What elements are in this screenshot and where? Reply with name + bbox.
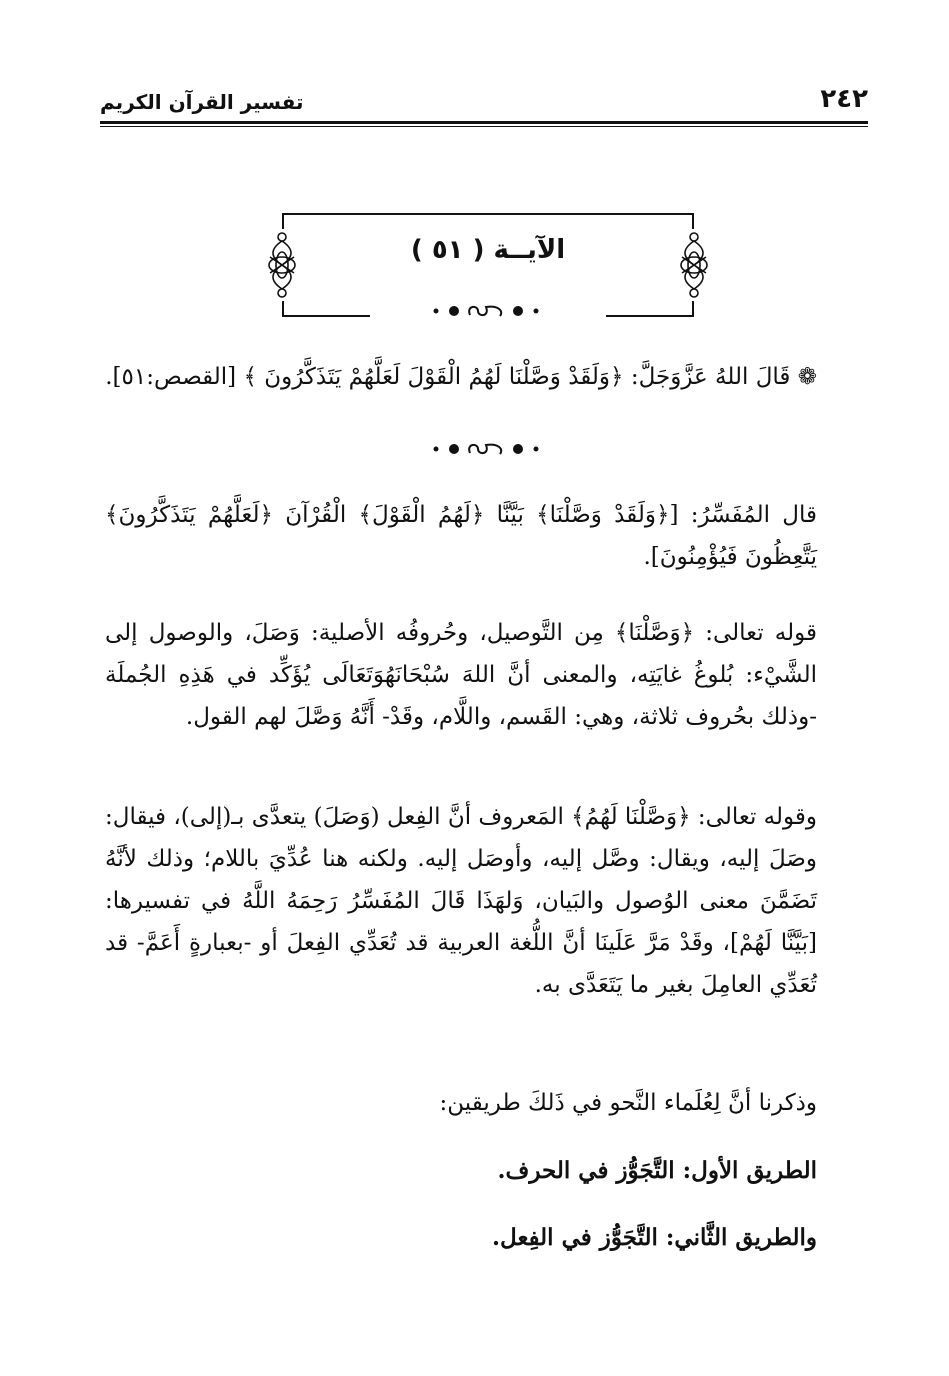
page-number: ٢٤٢ [820, 84, 868, 114]
method-line-second: والطريق الثَّاني: التَّجَوُّز في الفِعل. [492, 1224, 817, 1251]
quran-quote: ❁ قَالَ اللهُ عَزَّوَجَلَّ: ﴿وَلَقَدْ وَصَّلْنَا لَهُمُ الْقَوْلَ لَعَلَّهُمْ يَتَذَكَّرُونَ ﴾ [القصص:٥١]. [105, 364, 817, 390]
commentary-paragraph: قال المُفَسِّرُ: [﴿وَلَقَدْ وَصَّلْنَا﴾ بَيَّنَّا ﴿لَهُمُ الْقَوْلَ﴾ الْقُرْآنَ ﴿لَعَلَّهُمْ يَتَذَكَّرُونَ﴾ يَتَّعِظُونَ فَيُؤْمِنُونَ]. [105, 502, 817, 570]
frame-bottom-left-border [282, 315, 370, 317]
frame-left-top-border [282, 213, 284, 229]
running-header [100, 82, 868, 122]
text-line: وذكرنا أنَّ لِعُلَماء النَّحو في ذَلكَ طريقين: [439, 1090, 817, 1116]
frame-top-border [282, 213, 692, 215]
header-rule-thin [100, 126, 868, 127]
commentary-paragraph: قوله تعالى: ﴿وَصَّلْنَا﴾ مِن التَّوصيل، وحُروفُه الأصلية: وَصَلَ، والوصول إلى الشَّيْء: بُلوغُ غايَتِه، والمعنى أنَّ اللهَ سُبْحَانَهُوَتَعَالَى يُؤَكِّد في هَذِهِ الجُملَة -وذلك بحُروف ثلاثة، وهي: القَسم، واللَّام، وقَدْ- أَنَّهُ وَصَّلَ لهم القول. [105, 620, 817, 730]
dot-ornament-icon [406, 302, 566, 320]
dot-ornament-icon [406, 440, 566, 458]
verse-heading: الآيــة ( ٥١ ) [410, 235, 566, 265]
commentary-paragraph: وقوله تعالى: ﴿وَصَّلْنَا لَهُمُ﴾ المَعروف أنَّ الفِعل (وَصَلَ) يتعدَّى بـ(إلى)، فيقال: وصَلَ إليه، ويقال: وصَّل إليه، وأوصَل إليه. ولكنه هنا عُدِّيَ باللام؛ وذلك لأنَّهُ تَضَمَّنَ معنى الوُصول والبَيان، وَلهَذَا قَالَ المُفَسِّرُ رَحِمَهُ اللَّهُ في تفسيرها: [بَيَّنَّا لَهُمْ]، وقَدْ مَرَّ عَلَينَا أنَّ اللُّغة العربية قد تُعَدِّي الفِعلَ أو -بعبارةٍ أَعَمَّ- قد تُعَدِّي العامِلَ بغير ما يَتَعَدَّى به. [105, 804, 817, 998]
method-line-first: الطريق الأول: التَّجَوُّز في الحرف. [497, 1157, 817, 1184]
frame-right-top-border [692, 213, 694, 229]
header-rule [100, 121, 868, 124]
book-title: تفسير القرآن الكريم [100, 90, 304, 114]
frame-bottom-right-border [606, 315, 694, 317]
